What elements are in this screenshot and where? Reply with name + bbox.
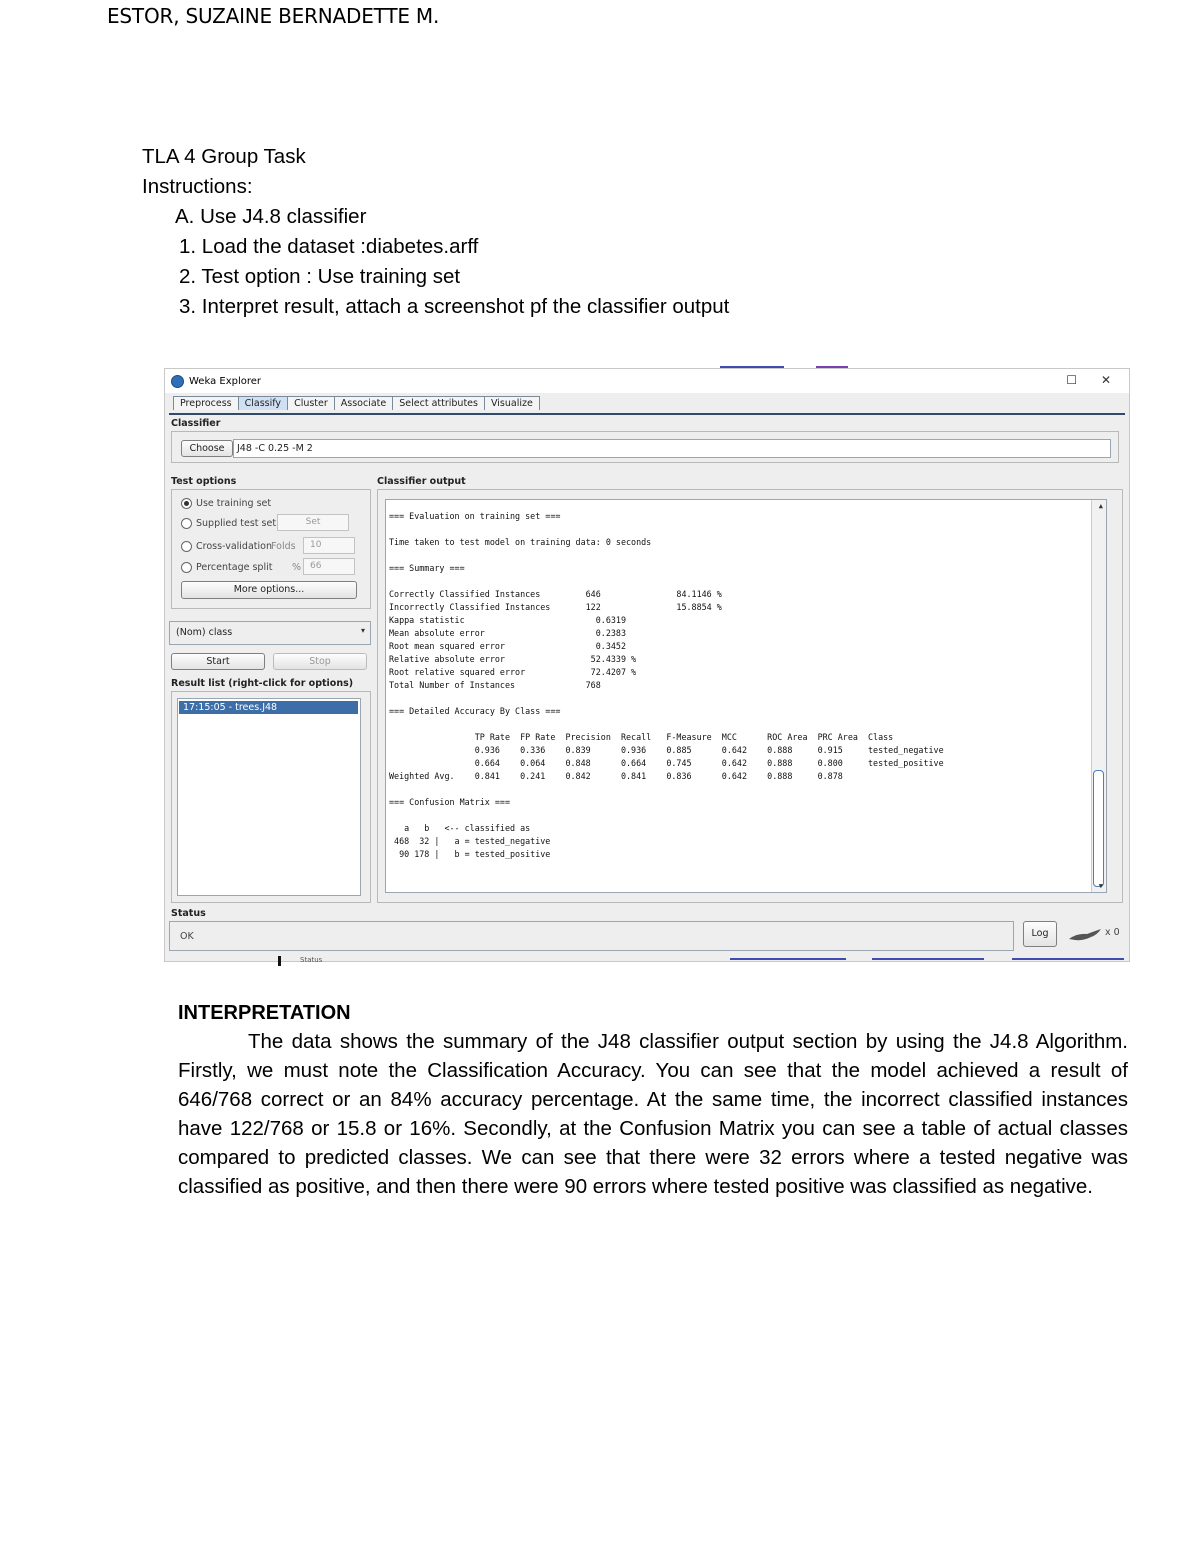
classifier-section-label: Classifier [171,418,221,429]
radio-use-training-set[interactable] [181,498,192,509]
bg-line [872,958,984,960]
tab-classify[interactable]: Classify [238,396,288,410]
opt-cross-label: Cross-validation [196,541,272,552]
chevron-down-icon: ▾ [360,626,365,635]
tab-preprocess[interactable]: Preprocess [173,396,239,410]
result-list-label: Result list (right-click for options) [171,678,354,689]
instruction-item-2: 2. Test option : Use training set [179,265,461,288]
weka-bird-icon [1067,925,1103,945]
radio-cross-validation[interactable] [181,541,192,552]
window-titlebar [165,369,1129,393]
split-percent-label: % [292,562,302,573]
tab-visualize[interactable]: Visualize [484,396,540,410]
task-counter: x 0 [1105,927,1120,938]
classifier-output-text[interactable] [385,499,1107,893]
instruction-item-a: A. Use J4.8 classifier [175,205,367,228]
tab-associate[interactable]: Associate [334,396,393,410]
tab-divider [169,413,1125,415]
opt-split-label: Percentage split [196,562,273,573]
instructions-block [142,142,729,322]
set-button[interactable]: Set [277,514,349,531]
split-input[interactable]: 66 [303,558,355,575]
radio-supplied-test-set[interactable] [181,518,192,529]
class-select[interactable] [169,621,371,645]
status-value: OK [180,931,194,942]
maximize-icon[interactable]: ☐ [1066,373,1077,387]
classifier-config-field[interactable] [233,439,1111,458]
output-lines: === Evaluation on training set === Time taken to test model on training data: 0 seconds === Summary === Correctly Classified Instances 646 84.1146 % Incorrectly Classified Instances 122 15.8854 % Kappa statistic 0.6319 Mean absolute error 0.2383 Root mean squared error 0.3452 Relative absolute error 52.4339 % Root relative squared error 72.4207 % Total Number of Instances 768 === Detailed Accuracy By Class === TP Rate FP Rate Precision Recall F-Measure MCC ROC Area PRC Area Class 0.936 0.336 0.839 0.936 0.885 0.642 0.888 0.915 tested_negative 0.664 0.064 0.848 0.664 0.745 0.642 0.888 0.800 tested_positive Weighted Avg. 0.841 0.241 0.842 0.841 0.836 0.642 0.888 0.878 === Confusion Matrix === a b <-- classified as 468 32 | a = tested_negative 90 178 | b = tested_positive [389,511,944,859]
author-name: ESTOR, SUZAINE BERNADETTE M. [107,4,440,28]
tab-cluster[interactable]: Cluster [287,396,335,410]
result-list[interactable] [177,698,361,896]
opt-training-label: Use training set [196,498,272,509]
interpretation-body: The data shows the summary of the J48 classifier output section by using the J4.8 Algorithm. Firstly, we must note the Classification Accuracy. You can see that the model achieved a result of 646/768 correct or an 84% accuracy percentage. At the same time, the incorrect classified instances have 122/768 or 15.8 or 16%. Secondly, at the Confusion Matrix you can see a table of actual classes compared to predicted classes. We can see that there were 32 errors where a tested negative was classified as positive, and then there were 90 errors where tested positive was classified as negative. [178,1030,1128,1198]
output-scrollbar[interactable] [1091,500,1106,892]
tab-bar [173,396,539,410]
result-item[interactable] [179,701,358,714]
window-title: Weka Explorer [189,375,262,387]
test-options-label: Test options [171,476,237,487]
log-button[interactable]: Log [1023,921,1057,947]
classifier-config-value: J48 -C 0.25 -M 2 [237,443,313,454]
tab-select-attributes[interactable]: Select attributes [392,396,485,410]
instructions-heading: Instructions: [142,175,253,198]
status-label: Status [171,908,206,919]
scroll-down-icon[interactable]: ▼ [1098,882,1103,890]
start-button[interactable]: Start [171,653,265,670]
bg-line [730,958,846,960]
scrollbar-thumb[interactable] [1093,770,1104,887]
folds-input[interactable]: 10 [303,537,355,554]
bg-line [1012,958,1124,960]
instruction-item-3: 3. Interpret result, attach a screenshot pf the classifier output [179,295,730,318]
folds-label: Folds [271,541,296,552]
weka-explorer-screenshot [164,368,1130,962]
status-bar [169,921,1014,951]
more-options-button[interactable]: More options... [181,581,357,599]
class-select-value: (Nom) class [176,627,233,638]
bg-fragment [278,956,281,966]
weka-bird-icon [171,375,184,388]
stop-button[interactable]: Stop [273,653,367,670]
radio-percentage-split[interactable] [181,562,192,573]
task-title: TLA 4 Group Task [142,145,306,168]
choose-button[interactable]: Choose [181,440,233,457]
result-item-label: 17:15:05 - trees.J48 [183,702,278,713]
scroll-up-icon[interactable]: ▲ [1098,502,1103,510]
interpretation-heading: INTERPRETATION [178,1002,351,1024]
bg-caption: Status [300,956,323,964]
instruction-item-1: 1. Load the dataset :diabetes.arff [179,235,479,258]
classifier-output-label: Classifier output [377,476,466,487]
opt-supplied-label: Supplied test set [196,518,277,529]
close-icon[interactable]: ✕ [1100,373,1111,387]
